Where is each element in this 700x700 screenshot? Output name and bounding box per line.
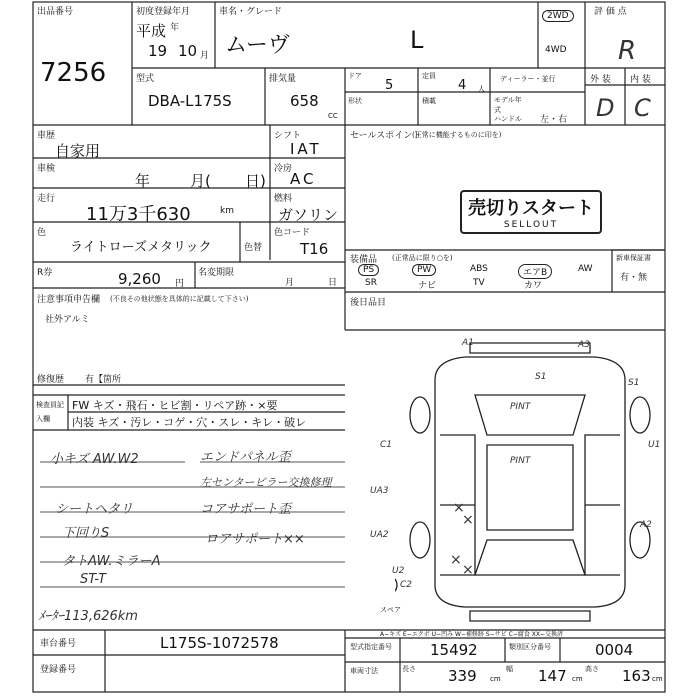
color-value: ライトローズメタリック — [70, 240, 212, 255]
shape-label: 形状 — [348, 97, 362, 105]
recycle-value: 9,260 — [118, 270, 161, 288]
left-rear-wheel — [410, 522, 430, 558]
selling-sub: (正常に機能するものに印を) — [412, 131, 502, 139]
stamp-sub: SELLOUT — [503, 220, 559, 230]
color-code: T16 — [300, 240, 329, 258]
fuel-label: 燃料 — [274, 194, 293, 204]
car-damage-diagram — [395, 335, 665, 625]
grade: L — [410, 26, 424, 54]
type-designation-label: 型式指定番号 — [350, 643, 392, 651]
mark-c2: C2 — [400, 580, 413, 590]
displacement-label: 排気量 — [269, 74, 297, 84]
selling-label: セールスポイント — [350, 131, 422, 141]
name-change-month: 月 — [285, 278, 295, 288]
color-label: 色 — [37, 228, 47, 238]
rear-history-label: 後日品目 — [350, 298, 387, 308]
mark-x-2: × — [462, 512, 474, 528]
hw-left-2: シートヘタリ — [55, 502, 134, 517]
equip-aw: AW — [578, 264, 593, 274]
rear-bumper — [470, 611, 590, 621]
equip-navi: ナビ — [418, 281, 437, 291]
ac-value: AC — [290, 170, 317, 188]
lot-number-label: 出品番号 — [37, 7, 74, 17]
type-designation: 15492 — [430, 641, 478, 659]
yen-unit: 円 — [175, 279, 185, 289]
model-year-label: モデル年式 — [494, 96, 522, 114]
repair-value: 有【箇所 — [85, 375, 122, 385]
era: 平成 — [136, 22, 167, 40]
inspection-label: 車検 — [37, 164, 56, 174]
equip-sr: SR — [365, 278, 377, 288]
dims-label: 車両寸法 — [350, 667, 378, 675]
left-front-wheel — [410, 397, 430, 433]
length-label: 長さ — [402, 665, 416, 673]
interior-label: 内 装 — [630, 75, 651, 85]
mark-x-3: × — [450, 552, 462, 568]
mark-s1-b: S1 — [628, 378, 640, 388]
insp-year: 年 — [135, 172, 151, 190]
mark-x-1: × — [453, 500, 465, 516]
mark-a2: A2 — [640, 520, 652, 530]
month-unit: 月 — [200, 51, 210, 61]
mark-pint-2: PINT — [510, 456, 531, 466]
type-value: DBA-L175S — [148, 92, 232, 110]
length-unit: cm — [490, 675, 501, 683]
hw-odometer: ﾒｰﾀｰ113,626km — [38, 609, 138, 624]
color-change-label: 色替 — [244, 243, 263, 253]
drive-4wd: 4WD — [545, 45, 567, 55]
name-change-day: 日 — [328, 278, 338, 288]
legend: A−キズ E−エクボ U−凹み W−補修跡 S−サビ C−腐食 XX−交換済 — [380, 631, 563, 638]
hw-left-4: タトAW.ミラーA — [62, 554, 161, 569]
equip-tv: TV — [473, 278, 485, 288]
dealer-label: ディーラー・並行 — [500, 75, 556, 83]
mark-u1: U1 — [648, 440, 661, 450]
mark-a3: A3 — [578, 340, 590, 350]
notes-sub: (不良その他状態を具体的に記載して下さい) — [110, 295, 249, 303]
mileage-value: 11万3千630 — [86, 204, 191, 225]
notes-text: 社外アルミ — [45, 315, 90, 325]
inspector-row2: 内装 キズ・汚レ・コゲ・穴・スレ・キレ・破レ — [72, 416, 307, 429]
shift-label: シフト — [274, 131, 302, 141]
category-label: 類別区分番号 — [509, 643, 551, 651]
capacity-label: 定員 — [422, 72, 436, 80]
km-unit: km — [220, 206, 234, 216]
lot-number: 7256 — [40, 58, 107, 88]
load-label: 積載 — [422, 97, 436, 105]
equip-abs: ABS — [470, 264, 488, 274]
repair-label: 修復歴 — [37, 375, 65, 385]
model-label: 車名・グレード — [219, 7, 283, 17]
ac-label: 冷房 — [274, 164, 293, 174]
hw-right-2: 左センターピラー交換修理 — [200, 476, 332, 489]
mark-a1: A1 — [462, 338, 474, 348]
reg-year: 19 — [148, 42, 168, 60]
stamp-main: 売切りスタート — [468, 198, 594, 219]
recycle-label: R券 — [37, 268, 53, 278]
person-unit: 人 — [478, 85, 485, 93]
width-unit: cm — [572, 675, 583, 683]
width-label: 幅 — [506, 665, 513, 673]
insp-day: 日) — [245, 172, 266, 190]
car-name: ムーヴ — [225, 33, 290, 58]
mark-c1: C1 — [380, 440, 393, 450]
shift-value: IAT — [290, 140, 322, 158]
hw-left-5: ST-T — [80, 572, 107, 587]
displacement-value: 658 — [290, 92, 319, 110]
mileage-label: 走行 — [37, 194, 56, 204]
hw-right-1: エンドパネル歪 — [200, 450, 291, 465]
right-front-wheel — [630, 397, 650, 433]
door-label: ドア — [348, 72, 362, 80]
length-value: 339 — [448, 667, 477, 685]
drive-2wd: 2WD — [542, 10, 574, 22]
name-change-label: 名変期限 — [198, 268, 235, 278]
mark-s1-a: S1 — [535, 372, 547, 382]
capacity-value: 4 — [458, 78, 467, 93]
inspector-row1: FW キズ・飛石・ヒビ割・リペア跡・×要 — [72, 399, 278, 412]
hw-right-4: ロアサポート×× — [205, 532, 305, 547]
equipment-sub: (正常品に限り○を) — [392, 254, 453, 262]
hw-left-3: 下回りS — [62, 526, 110, 541]
spare-label: スペア — [380, 606, 401, 614]
spare-tire — [395, 575, 397, 595]
mark-ua3: UA3 — [370, 486, 389, 496]
equip-leather: カワ — [524, 281, 543, 291]
handle-label: ハンドル — [494, 115, 522, 123]
history-value: 自家用 — [55, 142, 101, 160]
interior-grade: C — [634, 94, 651, 122]
hw-left-1: 小キズ AW.W2 — [50, 452, 139, 467]
history-label: 車歴 — [37, 131, 56, 141]
reg-month: 10 — [178, 42, 198, 60]
reg-label: 登録番号 — [40, 665, 77, 675]
color-code-label: 色コード — [274, 228, 311, 238]
chassis-value: L175S-1072578 — [160, 634, 279, 652]
warranty-label: 新車保証書 — [616, 254, 651, 262]
equip-pw: PW — [412, 264, 436, 276]
insp-month: 月( — [190, 172, 211, 190]
front-bumper — [470, 343, 590, 353]
height-unit: cm — [652, 675, 663, 683]
door-value: 5 — [385, 78, 394, 93]
exterior-grade: D — [596, 94, 615, 122]
fuel-value: ガソリン — [278, 206, 339, 224]
type-label: 型式 — [136, 74, 155, 84]
category: 0004 — [595, 641, 634, 659]
mark-x-4: × — [462, 562, 474, 578]
sellout-stamp — [460, 190, 602, 234]
rear-window — [475, 540, 585, 575]
equipment-label: 装備品 — [350, 255, 378, 265]
height-label: 高さ — [585, 665, 599, 673]
first-reg-label: 初度登録年月 — [136, 7, 191, 17]
score-value: R — [618, 36, 637, 66]
equip-ps: PS — [358, 264, 379, 276]
chassis-label: 車台番号 — [40, 639, 77, 649]
hw-right-3: コアサポート歪 — [200, 502, 292, 517]
mark-ua2: UA2 — [370, 530, 389, 540]
mark-pint-1: PINT — [510, 402, 531, 412]
warranty-value: 有・無 — [620, 273, 648, 283]
score-label: 評 価 点 — [594, 7, 627, 17]
inspector-label: 検査員記入欄 — [36, 401, 64, 423]
width-value: 147 — [538, 667, 567, 685]
equip-airbag: エアB — [518, 264, 552, 279]
height-value: 163 — [622, 667, 651, 685]
year-unit: 年 — [170, 23, 180, 33]
windshield — [475, 395, 585, 435]
notes-label: 注意事項申告欄 — [37, 295, 101, 305]
handle-value: 左・右 — [540, 115, 568, 125]
cc-unit: CC — [328, 112, 338, 120]
mark-u2: U2 — [392, 566, 405, 576]
exterior-label: 外 装 — [590, 75, 611, 85]
